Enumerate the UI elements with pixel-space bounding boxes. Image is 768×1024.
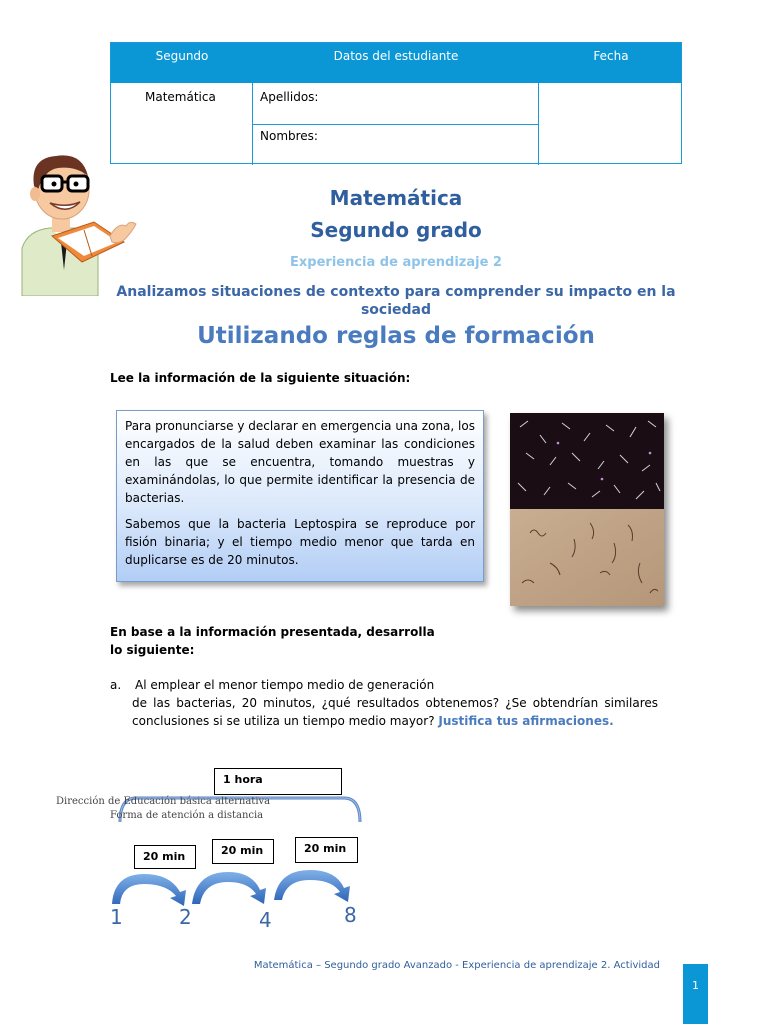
value-1: 1: [110, 905, 123, 929]
value-4: 4: [259, 908, 272, 932]
value-8: 8: [344, 903, 357, 927]
watermark-line: Dirección de Educación básica alternativa: [56, 796, 271, 807]
doubling-arrows: [100, 860, 370, 910]
arrow-1: [112, 874, 186, 906]
interval-box: 20 min: [295, 837, 358, 863]
question-body: de las bacterias, 20 minutos, ¿qué resultados obtenemos? ¿Se obtendrían similares conclusiones si se utiliza un tiempo medio mayor?: [132, 696, 658, 728]
watermark-line: Forma de atención a distancia: [110, 810, 264, 821]
question-emphasis: Justifica tus afirmaciones.: [438, 714, 614, 728]
interval-box: 20 min: [212, 839, 274, 864]
question-line1: Al emplear el menor tiempo medio de generación: [135, 678, 435, 692]
footer-text: Matemática – Segundo grado Avanzado - Experiencia de aprendizaje 2. Actividad: [253, 960, 660, 971]
apellidos-field[interactable]: Apellidos:: [260, 90, 319, 104]
instruction-text: En base a la información presentada, desarrolla lo siguiente:: [110, 625, 435, 657]
bacteria-photo: [510, 413, 664, 606]
header-date: Fecha: [593, 49, 629, 63]
analysis-heading: Analizamos situaciones de contexto para comprender su impacto en la sociedad: [116, 284, 676, 318]
grade-title: Segundo grado: [310, 218, 482, 242]
main-title: Utilizando reglas de formación: [197, 323, 595, 349]
total-time-box: 1 hora: [214, 768, 342, 795]
situation-paragraph: Para pronunciarse y declarar en emergencia una zona, los encargados de la salud deben examinar las condiciones en las que se encuentra, tomando muestras y examinándolas, lo que permite identificar la presencia de bacterias.: [125, 419, 475, 505]
situation-paragraph: Sabemos que la bacteria Leptospira se reproduce por fisión binaria; y el tiempo medio menor que tarda en duplicarse es de 20 minutos.: [125, 517, 475, 567]
header-grade: Segundo: [155, 49, 209, 63]
situation-box: [116, 410, 484, 582]
experience-title: Experiencia de aprendizaje 2: [290, 255, 502, 270]
interval-box: 20 min: [134, 845, 196, 869]
question-a: [110, 676, 658, 730]
subject-cell: Matemática: [145, 90, 216, 104]
question-label: a.: [110, 678, 122, 692]
student-data-table: [110, 42, 682, 164]
subject-title: Matemática: [329, 186, 463, 210]
page-number: 1: [683, 964, 708, 1024]
value-2: 2: [179, 905, 192, 929]
table-divider: [252, 124, 539, 125]
arrow-2: [192, 872, 266, 904]
header-student-data: Datos del estudiante: [333, 49, 459, 63]
nombres-field[interactable]: Nombres:: [260, 129, 318, 143]
arrow-3: [274, 870, 350, 902]
intro-text: Lee la información de la siguiente situación:: [110, 371, 411, 385]
